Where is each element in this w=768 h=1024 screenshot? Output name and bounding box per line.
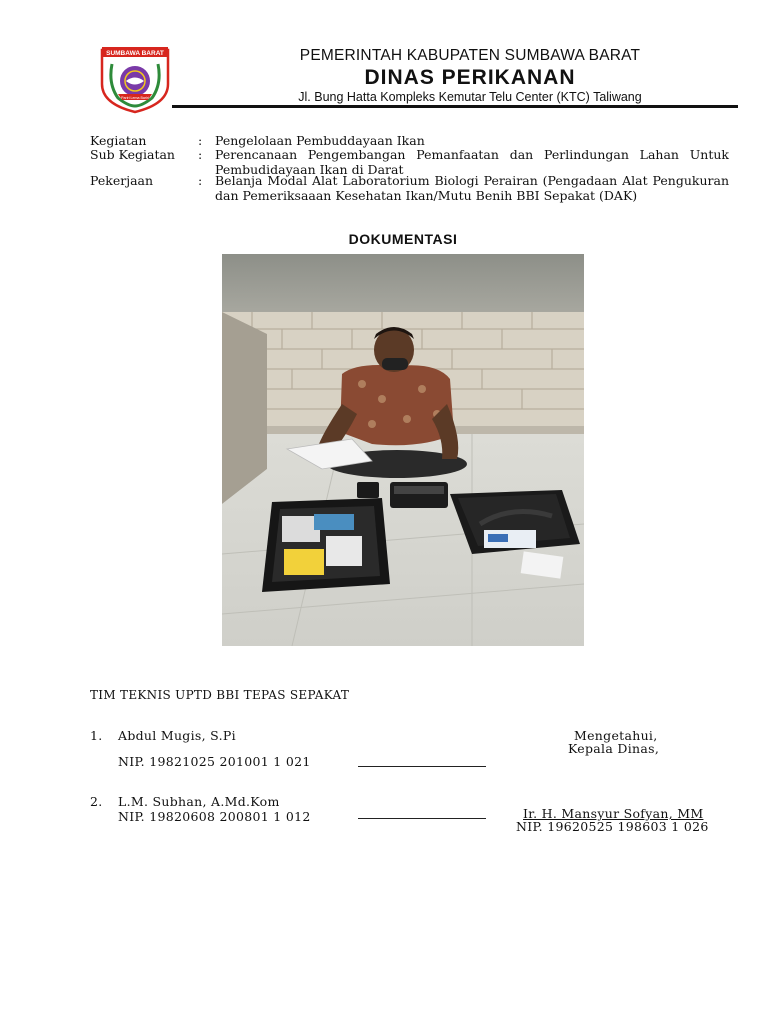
member-1-signature-line (358, 766, 486, 767)
member-1-number: 1. (90, 728, 103, 743)
regency-logo (98, 44, 172, 114)
member-2-number: 2. (90, 794, 103, 809)
info-value: Belanja Modal Alat Laboratorium Biologi Perairan (Pengadaan Alat Pengukuran dan Pemeriksaaan Kesehatan Ikan/Mutu Benih BBI Sepakat (DAK) (215, 173, 729, 203)
logo-banner-text: SUMBAWA BARAT (106, 50, 164, 57)
approval-acknowledged: Mengetahui, (574, 728, 658, 743)
member-2-nip: NIP. 19820608 200801 1 012 (118, 809, 311, 824)
member-1-nip: NIP. 19821025 201001 1 021 (118, 754, 311, 769)
logo-motto-text: Pariri Lema Bariri (121, 96, 149, 100)
approval-name: Ir. H. Mansyur Sofyan, MM (523, 806, 704, 821)
member-2-signature-line (358, 818, 486, 819)
team-title: TIM TEKNIS UPTD BBI TEPAS SEPAKAT (90, 688, 350, 702)
info-value: Pengelolaan Pembuddayaan Ikan (215, 133, 425, 148)
info-colon: : (198, 173, 203, 188)
info-label: Sub Kegiatan (90, 147, 175, 162)
info-colon: : (198, 133, 203, 148)
approval-nip: NIP. 19620525 198603 1 026 (516, 819, 709, 834)
info-label: Pekerjaan (90, 173, 154, 188)
letterhead-divider (172, 105, 738, 108)
member-2-name: L.M. Subhan, A.Md.Kom (118, 794, 280, 809)
agency-address: Jl. Bung Hatta Kompleks Kemutar Telu Center (KTC) Taliwang (298, 90, 642, 104)
member-1-name: Abdul Mugis, S.Pi (118, 728, 236, 743)
info-value: Perencanaan Pengembangan Pemanfaatan dan Perlindungan Lahan Untuk Pembudidayaan Ikan di Darat (215, 147, 729, 177)
info-colon: : (198, 147, 203, 162)
documentation-title: DOKUMENTASI (348, 231, 458, 247)
info-label: Kegiatan (90, 133, 147, 148)
agency-name: DINAS PERIKANAN (364, 66, 576, 89)
approval-position: Kepala Dinas, (568, 741, 660, 756)
government-name: PEMERINTAH KABUPATEN SUMBAWA BARAT (299, 47, 641, 64)
documentation-photo (222, 254, 584, 646)
